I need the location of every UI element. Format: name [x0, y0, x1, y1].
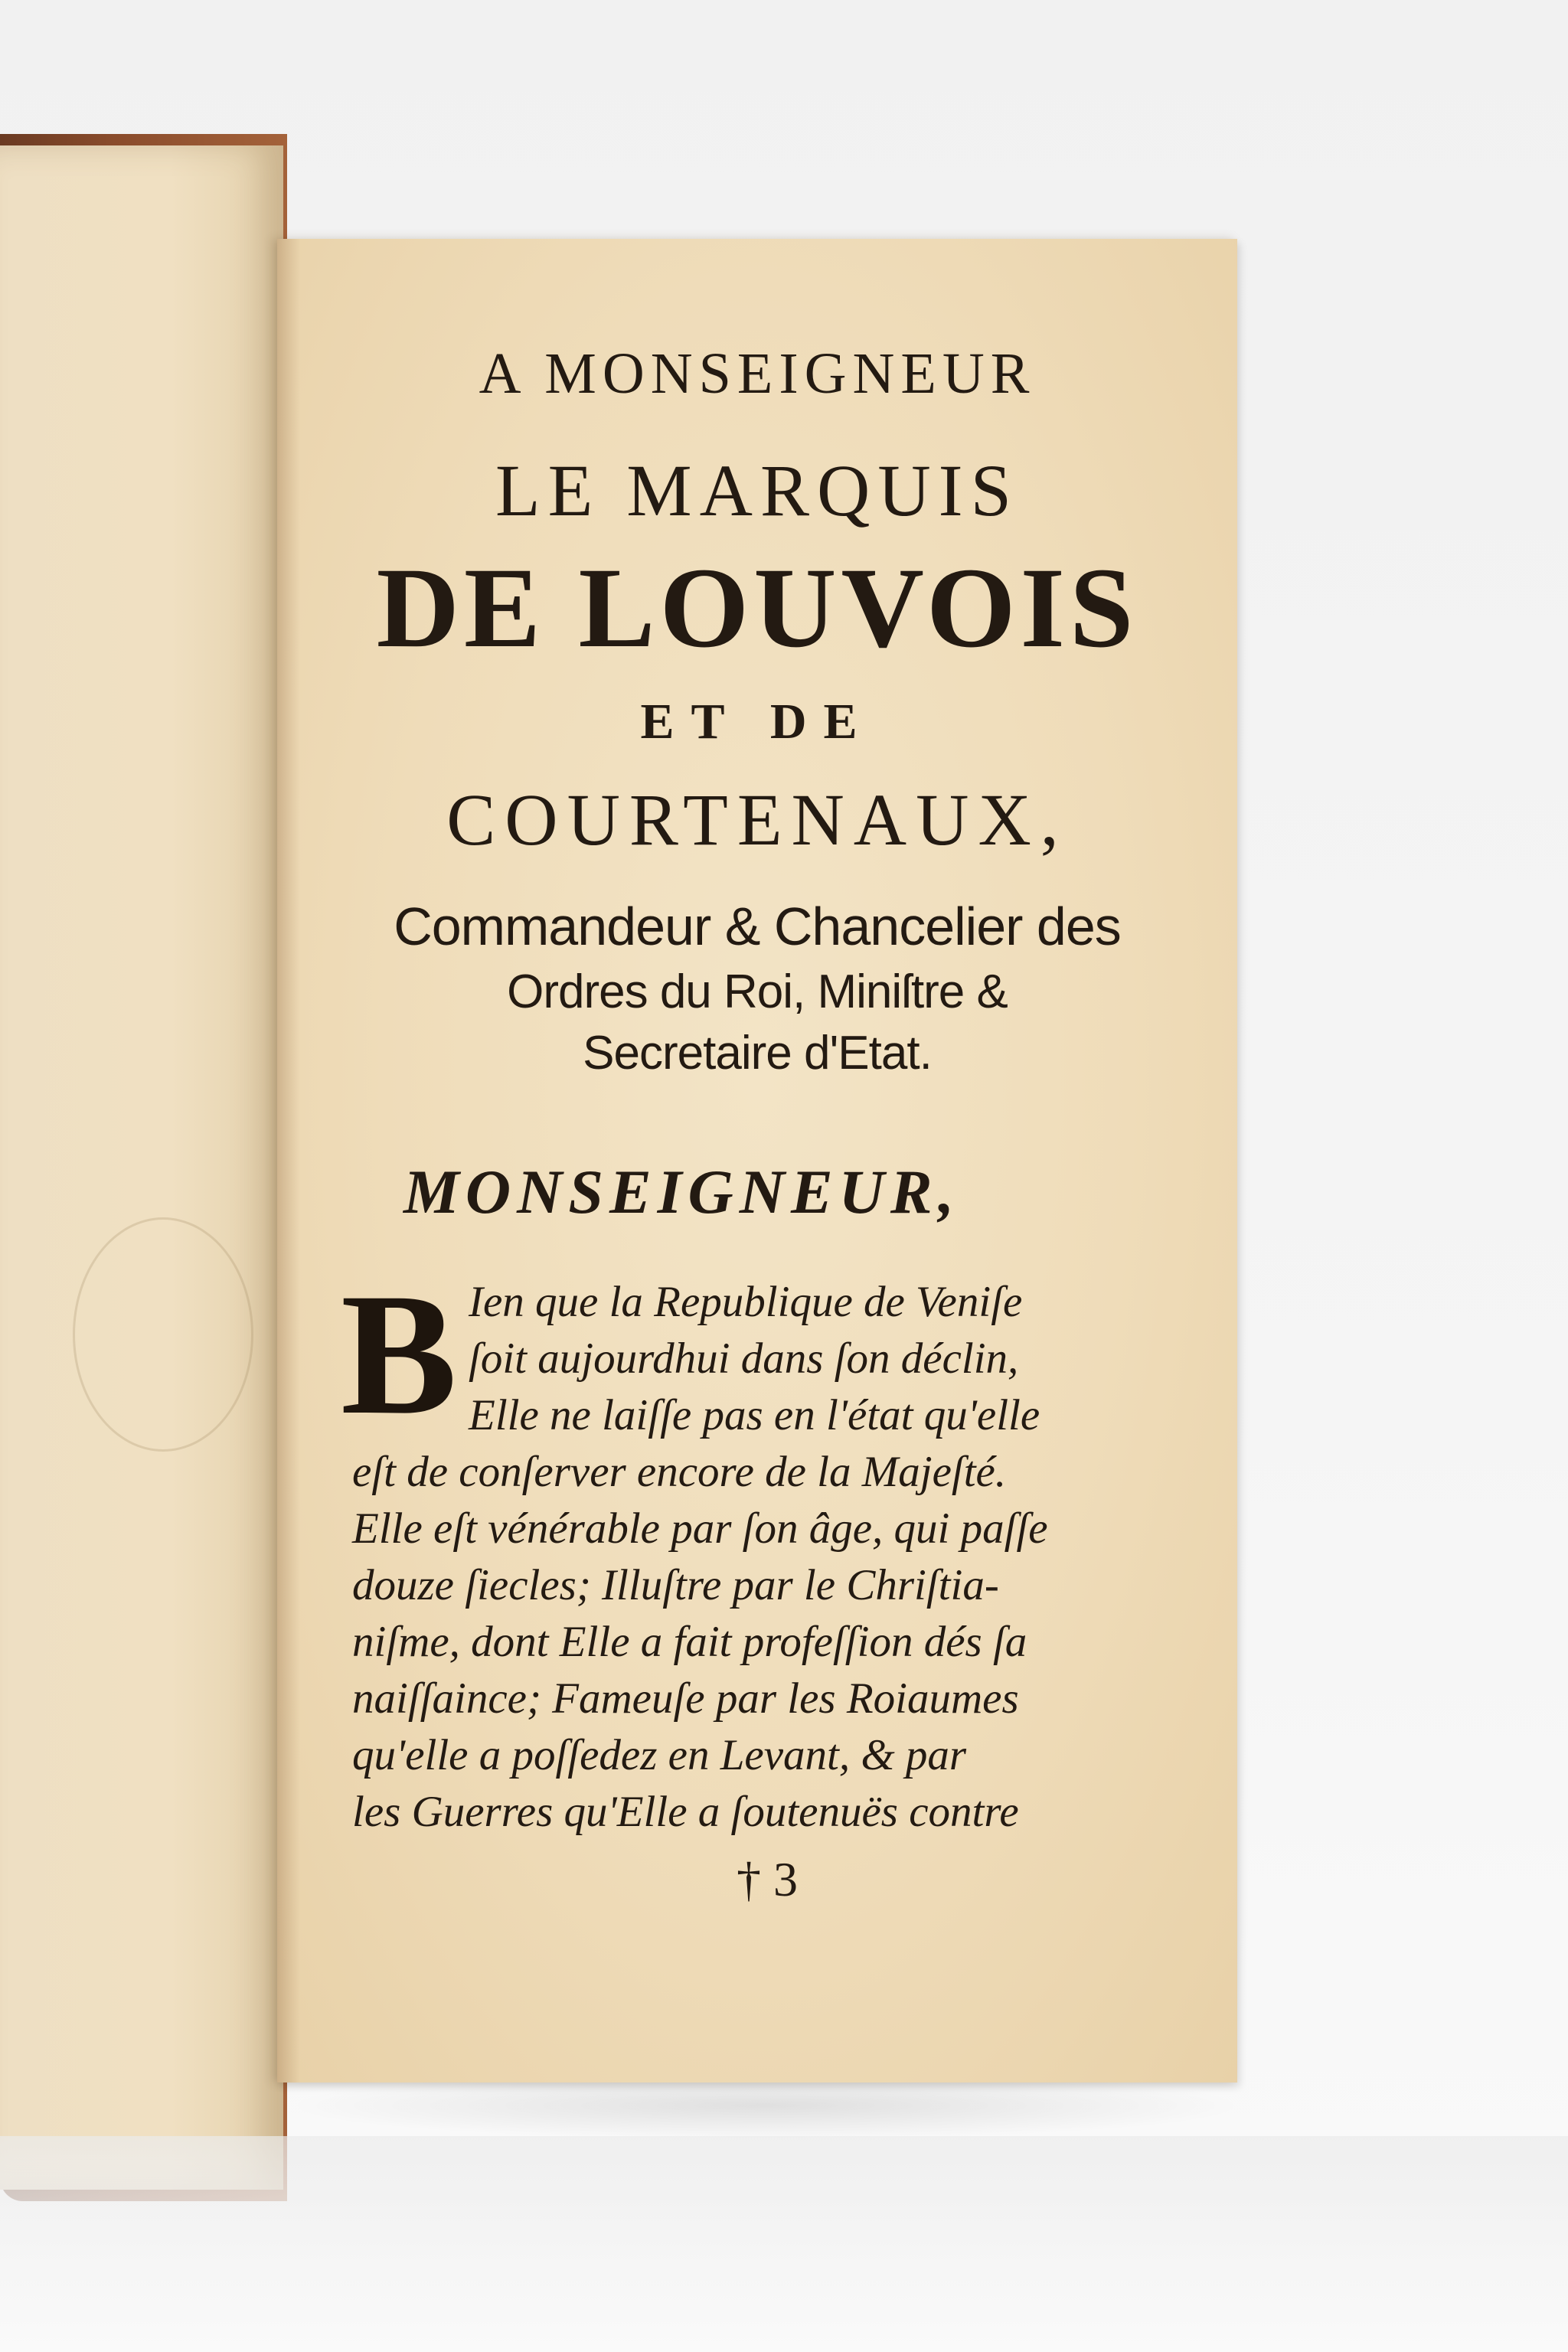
dedication-line-5: COURTENAUX,: [446, 779, 1068, 861]
body-line: niſme, dont Elle a fait profeſſion dés ſa: [352, 1618, 1027, 1666]
dedication-line-7: Ordres du Roi, Miniſtre &: [507, 965, 1008, 1018]
dedication-line-3: DE LOUVOIS: [376, 544, 1138, 671]
left-page: [0, 145, 283, 2190]
drop-cap: B: [341, 1258, 458, 1451]
dedication-line-6: Commandeur & Chancelier des: [394, 897, 1121, 956]
table-surface: [0, 2136, 1568, 2352]
show-through-medallion: [73, 1217, 253, 1452]
body-line: les Guerres qu'Elle a ſoutenuës contre: [352, 1788, 1019, 1836]
body-line: Elle ne laiſſe pas en l'état qu'elle: [469, 1391, 1040, 1439]
salutation: MONSEIGNEUR,: [403, 1157, 961, 1227]
body-line: Ien que la Republique de Veniſe: [469, 1278, 1023, 1326]
body-line: eſt de conſerver encore de la Majeſté.: [352, 1448, 1007, 1496]
body-line: qu'elle a poſſedez en Levant, & par: [352, 1731, 967, 1779]
dedication-line-8: Secretaire d'Etat.: [583, 1027, 932, 1080]
dedication-line-1: A MONSEIGNEUR: [479, 341, 1036, 406]
dedication-line-2: LE MARQUIS: [495, 449, 1019, 531]
body-line: Elle eſt vénérable par ſon âge, qui paſſe: [352, 1504, 1048, 1553]
body-line: naiſſaince; Fameuſe par les Roiaumes: [352, 1674, 1019, 1723]
signature-mark: † 3: [737, 1852, 798, 1906]
body-line: douze ſiecles; Illuſtre par le Chriſtia-: [352, 1561, 999, 1609]
body-line: ſoit aujourdhui dans ſon déclin,: [469, 1334, 1019, 1383]
dedication-line-4: ET DE: [640, 694, 874, 750]
